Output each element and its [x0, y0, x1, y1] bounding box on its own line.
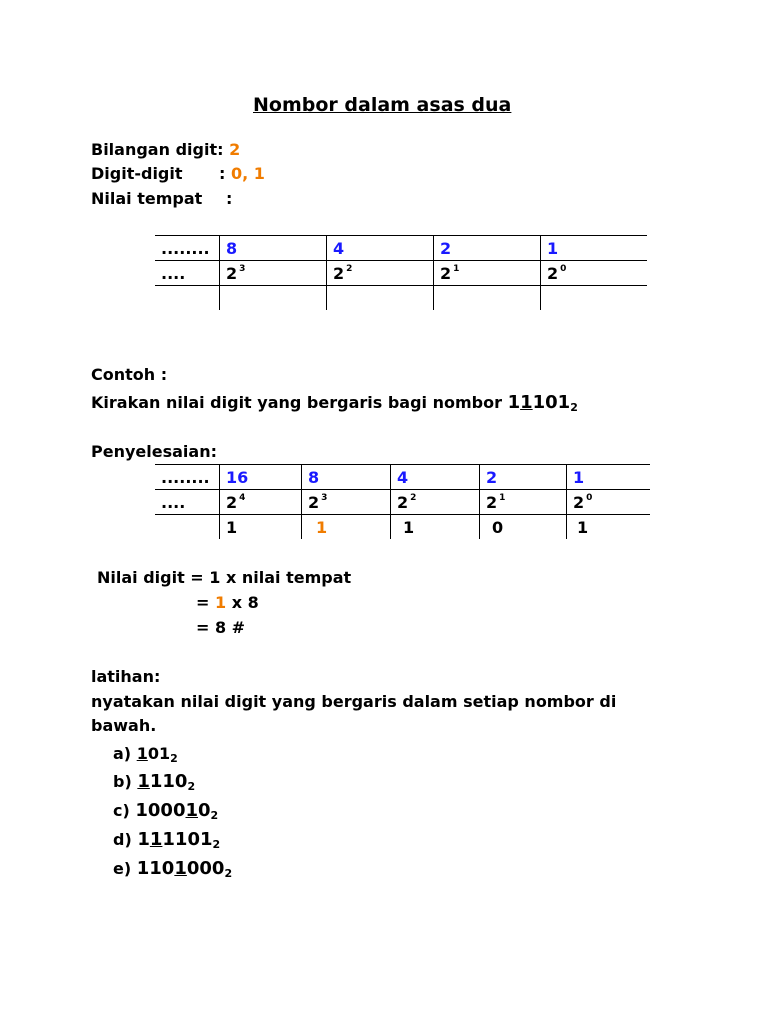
underlined-digit: 1	[185, 800, 199, 821]
underlined-digit: 1	[137, 771, 150, 792]
place-value-cell: 4	[327, 236, 434, 261]
exercise-label: latihan:	[91, 667, 161, 686]
place-value-colon: :	[226, 189, 233, 208]
table-row	[155, 515, 650, 540]
power-cell: 2 $^3$	[302, 490, 391, 515]
row-label: ........	[155, 465, 220, 490]
table-row	[155, 261, 647, 286]
power-cell: 2 $^1$	[480, 490, 567, 515]
digits-value: 0, 1	[230, 164, 265, 183]
digit-count-value: 2	[229, 140, 241, 159]
row-label	[155, 286, 220, 311]
power-cell: 2 $^2$	[391, 490, 480, 515]
empty-cell	[434, 286, 541, 311]
place-value-cell: 1	[541, 236, 648, 261]
exercise-instruction-2: bawah.	[91, 716, 157, 735]
exponent: 0	[560, 263, 567, 274]
digit-count-line	[91, 140, 240, 159]
place-value-table	[155, 235, 647, 310]
exercise-item-d: d) $111101_2$	[113, 829, 221, 851]
power-cell	[541, 261, 648, 286]
place-value-label: Nilai tempat	[91, 189, 203, 208]
solution-label: Penyelesaian:	[91, 442, 217, 461]
digit-cell: 1	[391, 515, 480, 540]
page-title: Nombor dalam asas dua	[253, 94, 512, 116]
example-label: Contoh :	[91, 365, 168, 384]
row-label	[155, 515, 220, 540]
exponent: 2	[346, 263, 353, 274]
base: 2	[226, 263, 238, 283]
example-question: Kirakan nilai digit yang bergaris bagi nombor	[91, 393, 502, 412]
calc-line-1: Nilai digit = 1 x nilai tempat	[97, 568, 352, 587]
underlined-digit: 1	[136, 744, 148, 763]
empty-cell	[220, 286, 327, 311]
calc-digit: 1	[214, 593, 227, 612]
table-row	[155, 236, 647, 261]
calc-line-2: = 1 x 8	[196, 593, 259, 612]
place-value-cell: 2	[480, 465, 567, 490]
digits-colon: :	[219, 164, 226, 183]
power-cell: 2 $^4$	[220, 490, 302, 515]
base: 2	[333, 263, 345, 283]
place-value-cell: 2	[434, 236, 541, 261]
underlined-digit: 1	[174, 858, 187, 879]
digits-line	[91, 164, 183, 183]
place-value-cell: 16	[220, 465, 302, 490]
table-row	[155, 286, 647, 311]
exercise-item-b: b) $1110_2$	[113, 771, 196, 793]
digit-cell: 1	[567, 515, 651, 540]
empty-cell	[541, 286, 648, 311]
place-value-cell: 4	[391, 465, 480, 490]
number-base: 2	[570, 401, 578, 414]
row-label: ....	[155, 261, 220, 286]
table-row	[155, 465, 650, 490]
row-label: ....	[155, 490, 220, 515]
digit-cell-highlight: 1	[302, 515, 391, 540]
power-cell	[220, 261, 327, 286]
exercise-item-e: e) $1101000_2$	[113, 858, 233, 880]
exponent: 1	[453, 263, 460, 274]
base: 2	[440, 263, 452, 283]
place-value-cell: 1	[567, 465, 651, 490]
digit-cell: 0	[480, 515, 567, 540]
underlined-digit: 1	[149, 829, 163, 850]
calc-line-3: = 8 #	[196, 618, 246, 637]
power-cell: 2 $^0$	[567, 490, 651, 515]
digit-count-label: Bilangan digit:	[91, 140, 224, 159]
place-value-cell: 8	[302, 465, 391, 490]
power-cell	[434, 261, 541, 286]
example-number: $11101_2$	[507, 392, 578, 414]
exercise-item-a: a) $101_2$	[113, 744, 178, 765]
base: 2	[547, 263, 559, 283]
exponent: 3	[239, 263, 246, 274]
table-row	[155, 490, 650, 515]
underlined-digit: 1	[520, 392, 533, 413]
digits-value-line	[219, 164, 265, 183]
exercise-instruction-1: nyatakan nilai digit yang bergaris dalam setiap nombor di	[91, 692, 617, 711]
row-label: ........	[155, 236, 220, 261]
exercise-item-c: c) $100010_2$	[113, 800, 219, 822]
example-question-line	[91, 392, 578, 413]
digit-cell: 1	[220, 515, 302, 540]
empty-cell	[327, 286, 434, 311]
place-value-cell: 8	[220, 236, 327, 261]
power-cell	[327, 261, 434, 286]
solution-table	[155, 464, 650, 539]
digits-label: Digit-digit	[91, 164, 183, 183]
